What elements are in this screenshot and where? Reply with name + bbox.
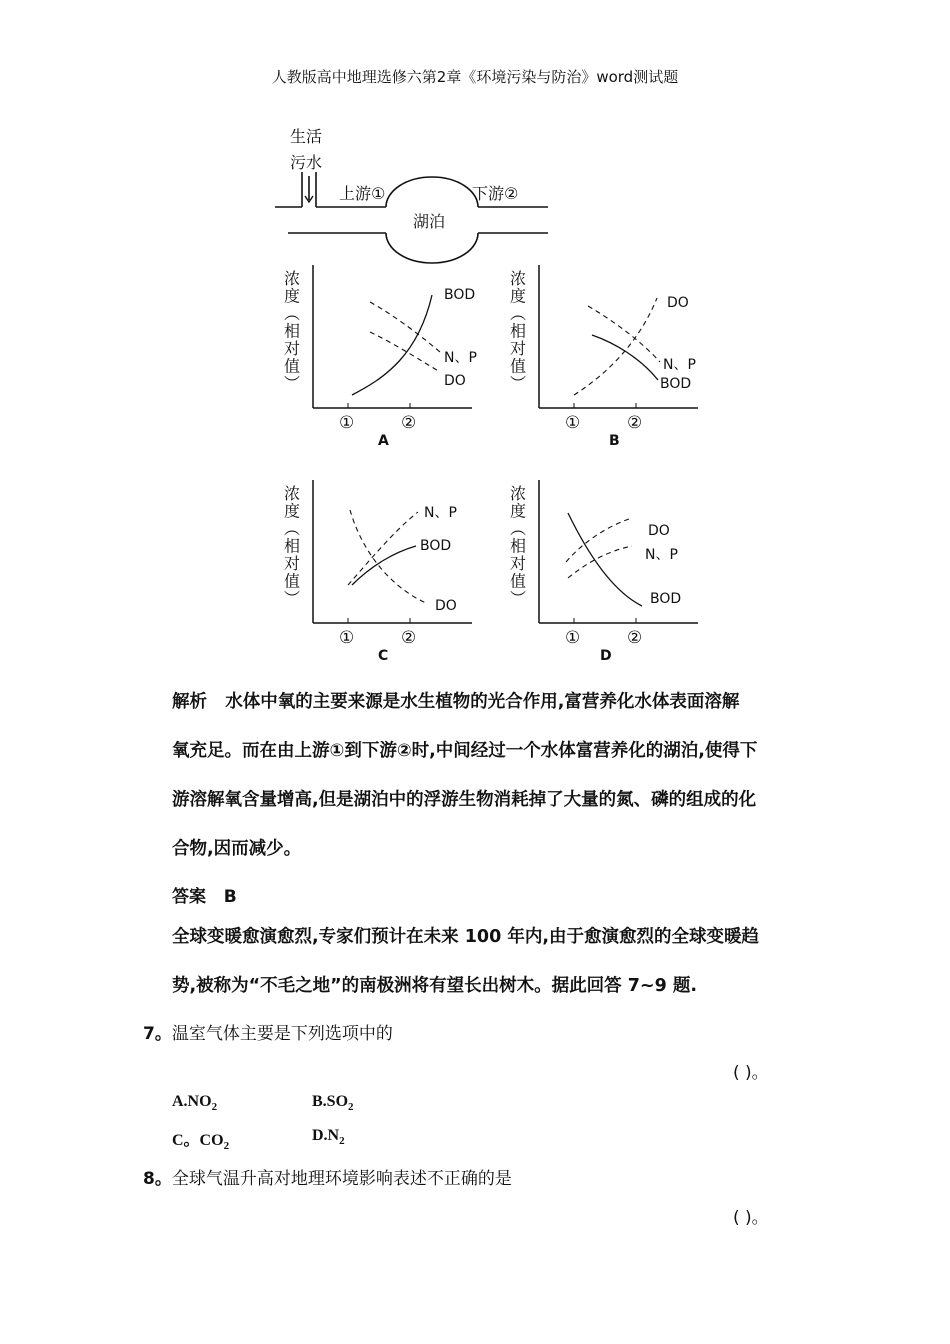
source-label-1: 生活 [290, 127, 323, 146]
panel-b-do-curve [574, 298, 657, 395]
q7-text: 温室气体主要是下列选项中的 [171, 1024, 393, 1044]
panel-a-do-curve [370, 332, 440, 372]
panel-d-bod-curve [568, 513, 642, 606]
panel-d-label-1: DO [648, 523, 670, 539]
y-axis-label-char: ︵ [509, 304, 527, 323]
y-axis-label-char: 相 [509, 321, 527, 341]
y-axis-label-char: 值 [509, 356, 527, 376]
y-axis-label-char: 值 [283, 571, 301, 591]
y-axis-label-char: 相 [509, 536, 527, 556]
analysis-line-2: 氧充足。而在由上游①到下游②时,中间经过一个水体富营养化的湖泊,使得下 [172, 741, 758, 761]
analysis-line-4: 合物,因而减少。 [172, 839, 302, 859]
panel-a-label-3: DO [444, 373, 466, 389]
panel-b-ylabel [510, 269, 526, 393]
y-axis-label-char: 度 [509, 501, 527, 521]
intro-block [172, 913, 822, 1011]
q8-number: 8。 [143, 1169, 172, 1189]
y-axis-label-char: 值 [283, 356, 301, 376]
panel-b [510, 265, 698, 449]
y-axis-label-char: 值 [509, 571, 527, 591]
q7-bracket: ( )。 [733, 1063, 769, 1083]
panel-b-label-2: N、P [663, 357, 696, 373]
y-axis-label-char: 浓 [509, 269, 527, 288]
y-axis-label-char: ︶ [509, 374, 527, 393]
panel-a-id: A [378, 433, 389, 449]
panel-d-do-curve [566, 518, 632, 562]
source-label-2: 污水 [290, 153, 323, 172]
q7-option-d[interactable]: $D.N_2$ [312, 1127, 345, 1148]
panel-c [284, 480, 472, 664]
q7-option-b[interactable]: $B.SO_2$ [312, 1093, 354, 1114]
panel-c-id: C [378, 648, 389, 664]
q7-option-a[interactable]: $A.NO_2$ [172, 1093, 218, 1114]
answer-value: B [223, 887, 237, 907]
panel-d-label-2: N、P [645, 547, 678, 563]
q7-stem [143, 1019, 393, 1044]
intro-line-2: 势,被称为“不毛之地”的南极洲将有望长出树木。据此回答 7~9 题. [172, 976, 697, 996]
y-axis-label-char: 度 [283, 286, 301, 306]
intro-line-1: 全球变暖愈演愈烈,专家们预计在未来 100 年内,由于愈演愈烈的全球变暖趋 [172, 927, 760, 947]
answer [172, 882, 237, 907]
y-axis-label-char: 对 [283, 554, 301, 573]
page-header: 人教版高中地理选修六第2章《环境污染与防治》word测试题 [271, 68, 679, 86]
q8-bracket: ( )。 [733, 1208, 769, 1228]
panel-a-label-2: N、P [444, 350, 477, 366]
panel-d-id: D [600, 648, 612, 664]
answer-label: 答案 [172, 887, 206, 907]
downstream-label: 下游② [472, 184, 519, 203]
y-axis-label-char: 浓 [283, 269, 301, 288]
y-axis-label-char: ︵ [283, 519, 301, 538]
panel-d-ylabel [510, 484, 526, 608]
panel-b-label-1: DO [667, 295, 689, 311]
y-axis-label-char: ︶ [509, 589, 527, 608]
y-axis-label-char: ︶ [283, 589, 301, 608]
panel-c-label-1: N、P [424, 505, 457, 521]
panel-d-label-3: BOD [650, 591, 682, 607]
y-axis-label-char: 浓 [283, 484, 301, 503]
panel-a-label-1: BOD [444, 287, 476, 303]
y-axis-label-char: 度 [509, 286, 527, 306]
q8-text: 全球气温升高对地理环境影响表述不正确的是 [171, 1169, 512, 1189]
y-axis-label-char: 对 [283, 339, 301, 358]
panel-c-label-3: DO [435, 598, 457, 614]
panel-c-tick-1: ① [339, 628, 355, 648]
y-axis-label-char: 浓 [509, 484, 527, 503]
panel-c-tick-2: ② [401, 628, 417, 648]
analysis-block [172, 678, 822, 874]
y-axis-label-char: 相 [283, 321, 301, 341]
y-axis-label-char: ︶ [283, 374, 301, 393]
upstream-label: 上游① [339, 184, 386, 203]
panel-a-bod-curve [352, 295, 432, 395]
panel-c-ylabel [284, 484, 300, 608]
y-axis-label-char: 相 [283, 536, 301, 556]
panel-d [510, 480, 698, 664]
analysis-label: 解析 [172, 692, 207, 712]
panel-a-ylabel [284, 269, 300, 393]
panel-b-id: B [609, 433, 620, 449]
y-axis-label-char: ︵ [509, 519, 527, 538]
panel-d-tick-2: ② [627, 628, 643, 648]
panel-c-label-2: BOD [420, 538, 452, 554]
y-axis-label-char: ︵ [283, 304, 301, 323]
panel-a [284, 265, 477, 449]
y-axis-label-char: 度 [283, 501, 301, 521]
y-axis-label-char: 对 [509, 554, 527, 573]
panel-d-np-curve [568, 546, 632, 578]
panel-b-tick-1: ① [565, 413, 581, 433]
panel-c-bod-curve [352, 546, 416, 585]
panel-b-label-3: BOD [660, 376, 692, 392]
panel-d-tick-1: ① [565, 628, 581, 648]
lake-label: 湖泊 [413, 212, 446, 231]
panel-b-bod-curve [592, 335, 658, 380]
analysis-line-1: 解析 水体中氧的主要来源是水生植物的光合作用,富营养化水体表面溶解 [172, 692, 740, 712]
panel-b-tick-2: ② [627, 413, 643, 433]
panel-a-tick-1: ① [339, 413, 355, 433]
q8-stem [143, 1164, 512, 1189]
q7-option-c[interactable]: C。$CO_2$ [172, 1132, 230, 1153]
q7-number: 7。 [143, 1024, 172, 1044]
panel-a-tick-2: ② [401, 413, 417, 433]
analysis-line-3: 游溶解氧含量增高,但是湖泊中的浮游生物消耗掉了大量的氮、磷的组成的化 [172, 790, 757, 810]
panel-a-np-curve [370, 302, 440, 352]
y-axis-label-char: 对 [509, 339, 527, 358]
